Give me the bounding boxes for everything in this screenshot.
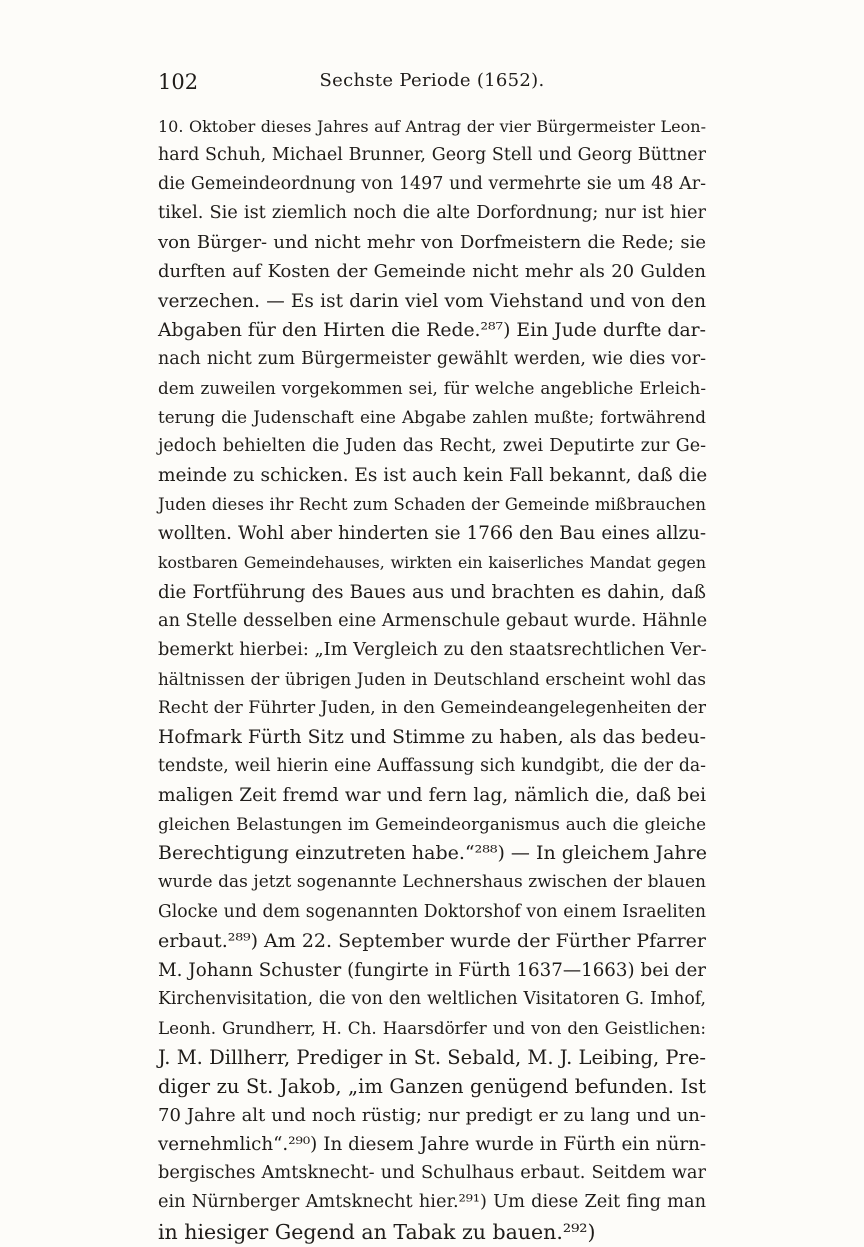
text-line: Leonh. Grundherr, H. Ch. Haarsdörfer und von den Geistlichen: [158,1017,706,1038]
text-line: Abgaben für den Hirten die Rede.²⁸⁷) Ein Jude durfte dar- [158,319,706,341]
text-line: Glocke und dem sogenannten Doktorshof von einem Israeliten [158,901,706,922]
text-line: bergisches Amtsknecht- und Schulhaus erbaut. Seitdem war [158,1163,706,1184]
text-line: nach nicht zum Bürgermeister gewählt werden, wie dies vor- [158,348,706,369]
text-line: hard Schuh, Michael Brunner, Georg Stell und Georg Büttner [158,145,706,166]
text-line: vernehmlich“.²⁹⁰) In diesem Jahre wurde in Fürth ein nürn- [158,1134,706,1156]
text-line: die Gemeindeordnung von 1497 und vermehrte sie um 48 Ar- [158,174,706,195]
text-line: dem zuweilen vorgekommen sei, für welche angebliche Erleich- [158,377,706,398]
running-title: Sechste Periode (1652). [319,70,545,91]
text-line: an Stelle desselben eine Armenschule gebaut wurde. Hähnle [158,610,708,631]
text-line: 10. Oktober dieses Jahres auf Antrag der vier Bürgermeister Leon- [158,117,706,136]
text-line: gleichen Belastungen im Gemeindeorganismus auch die gleiche [158,814,706,835]
text-line: jedoch behielten die Juden das Recht, zwei Deputirte zur Ge- [158,436,706,457]
text-line: erbaut.²⁸⁹) Am 22. September wurde der Fürther Pfarrer [158,929,706,952]
text-line: von Bürger- und nicht mehr von Dorfmeistern die Rede; sie [158,232,706,254]
text-line: maligen Zeit fremd war und fern lag, nämlich die, daß bei [158,785,706,807]
text-line: tendste, weil hierin eine Auffassung sich kundgibt, die der da- [158,756,706,777]
text-line: wollten. Wohl aber hinderten sie 1766 den Bau eines allzu- [158,523,706,545]
text-line: 70 Jahre alt und noch rüstig; nur predigt er zu lang und un- [158,1105,706,1127]
text-line: M. Johann Schuster (fungirte in Fürth 1637—1663) bei der [158,959,706,981]
text-line: hältnissen der übrigen Juden in Deutschland erscheint wohl das [158,668,706,689]
text-line: kostbaren Gemeindehauses, wirkten ein kaiserliches Mandat gegen [158,553,706,573]
text-line: bemerkt hierbei: „Im Vergleich zu den staatsrechtlichen Ver- [158,639,707,660]
text-line: terung die Judenschaft eine Abgabe zahlen mußte; fortwährend [158,406,706,427]
text-line: Recht der Führter Juden, in den Gemeindeangelegenheiten der [158,697,706,718]
text-line: ein Nürnberger Amtsknecht hier.²⁹¹) Um diese Zeit fing man [158,1192,706,1213]
page-header [158,66,706,96]
text-line: J. M. Dillherr, Prediger in St. Sebald, M. J. Leibing, Pre- [158,1046,706,1069]
text-line: wurde das jetzt sogenannte Lechnershaus zwischen der blauen [158,872,706,893]
text-line: Berechtigung einzutreten habe.“²⁸⁸) — In gleichem Jahre [158,842,707,865]
text-line: die Fortführung des Baues aus und brachten es dahin, daß [158,581,706,603]
text-line: diger zu St. Jakob, „im Ganzen genügend befunden. Ist [158,1075,706,1099]
body-text [158,112,706,1247]
text-line: meinde zu schicken. Es ist auch kein Fall bekannt, daß die [158,465,708,487]
page-number: 102 [158,70,199,94]
text-line: durften auf Kosten der Gemeinde nicht mehr als 20 Gulden [158,261,706,283]
text-line: tikel. Sie ist ziemlich noch die alte Dorfordnung; nur ist hier [158,203,706,224]
text-line: Juden dieses ihr Recht zum Schaden der Gemeinde mißbrauchen [158,495,706,515]
text-line: verzechen. — Es ist darin viel vom Viehstand und von den [158,290,706,312]
text-line: Kirchenvisitation, die von den weltlichen Visitatoren G. Imhof, [158,988,706,1009]
text-line: Hofmark Fürth Sitz und Stimme zu haben, als das bedeu- [158,726,706,748]
text-line: in hiesiger Gegend an Tabak zu bauen.²⁹²) [158,1219,596,1244]
